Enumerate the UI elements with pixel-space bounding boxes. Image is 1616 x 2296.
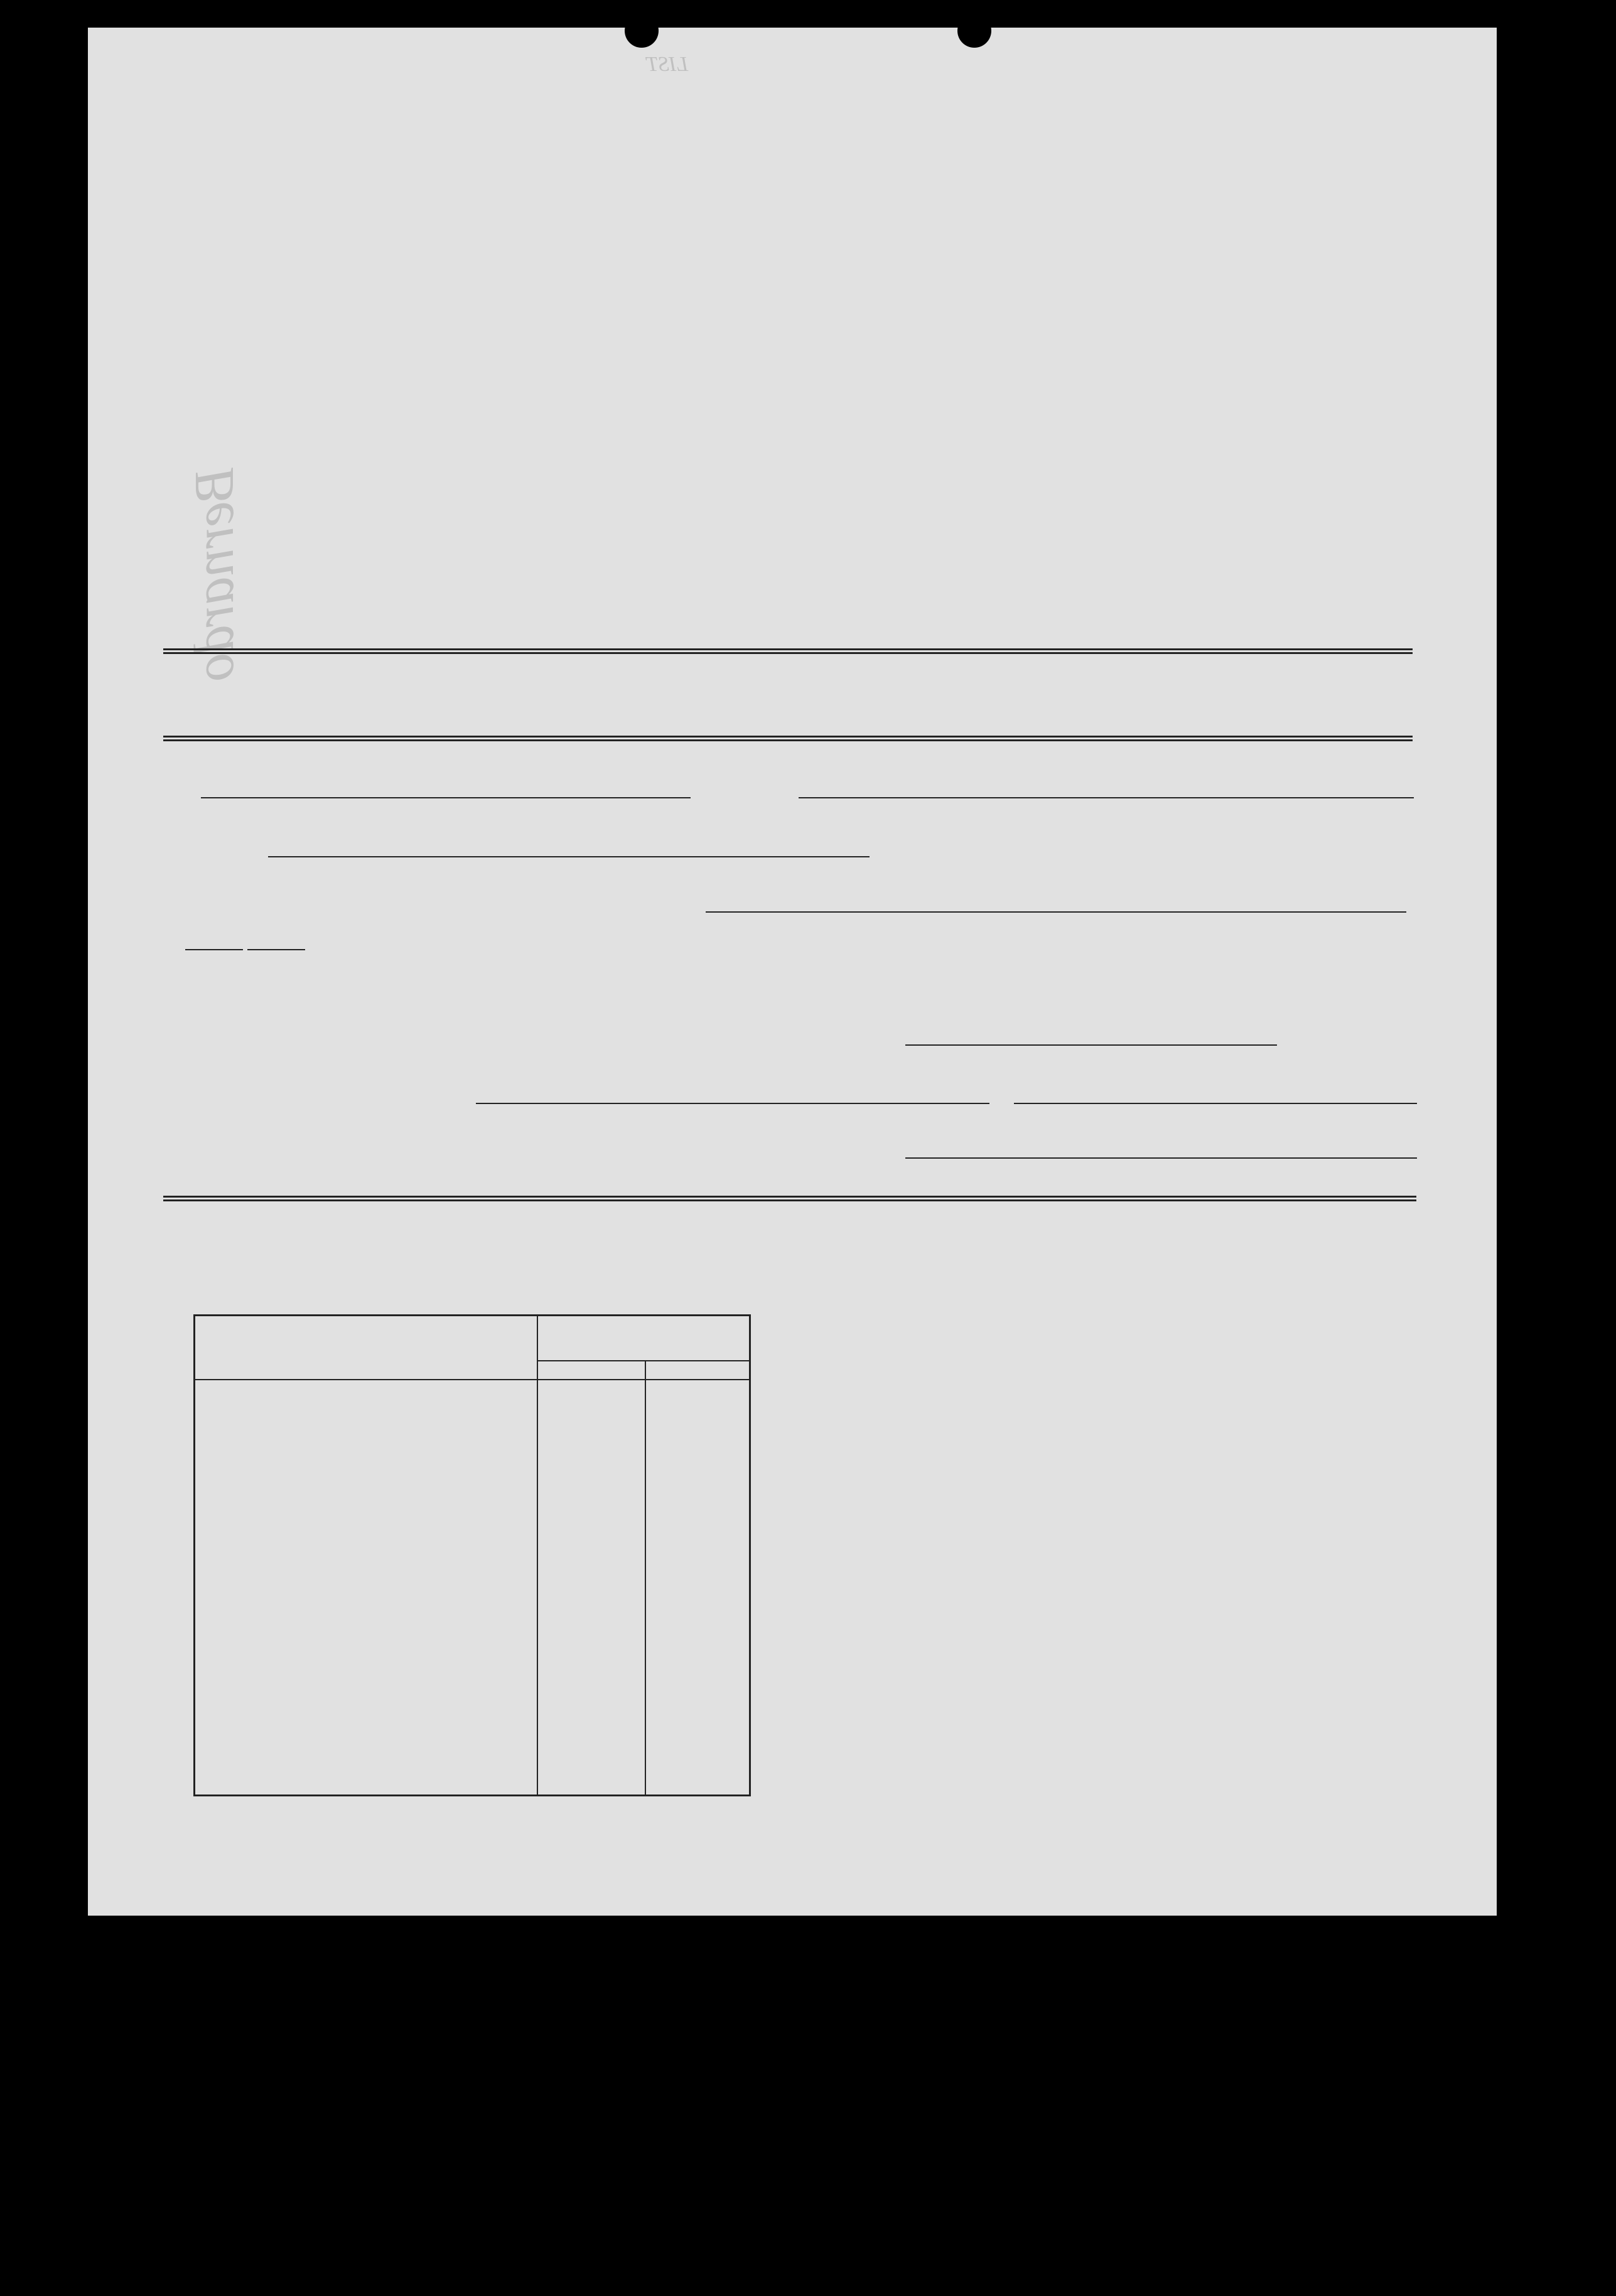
sheet-from-field[interactable] xyxy=(185,949,243,950)
punch-hole-right xyxy=(957,28,991,48)
bleed-through-mark: LIST xyxy=(647,53,689,76)
bottom-divider xyxy=(163,1196,1416,1201)
sworn-place-field[interactable] xyxy=(476,1103,989,1104)
oath-listed-paragraph xyxy=(185,936,1414,955)
sheet-to-field[interactable] xyxy=(247,949,305,950)
passenger-summary-table xyxy=(193,1314,751,1796)
master-signature-field[interactable] xyxy=(905,1044,1277,1046)
master-name-field[interactable] xyxy=(201,797,691,798)
punch-hole-left xyxy=(625,28,659,48)
sworn-date-field[interactable] xyxy=(1014,1103,1417,1104)
oath-divider xyxy=(163,736,1413,741)
table-rule xyxy=(537,1316,538,1794)
bleed-through-mark: Bernardo xyxy=(183,467,245,682)
ports-field[interactable] xyxy=(706,911,1406,913)
table-rule xyxy=(195,1379,749,1380)
passengers-departing-paragraph xyxy=(197,375,1431,394)
section-divider xyxy=(163,648,1413,654)
officer-signature-field[interactable] xyxy=(905,1157,1417,1159)
carrier-field[interactable] xyxy=(799,797,1414,798)
crew-incoming-paragraph xyxy=(199,468,1428,486)
bound-for-field[interactable] xyxy=(268,856,870,857)
table-rule xyxy=(645,1360,646,1794)
passengers-incoming-paragraph xyxy=(173,196,1426,215)
table-rule xyxy=(537,1360,749,1361)
crew-departing-paragraph xyxy=(202,562,1433,581)
form-page xyxy=(88,28,1497,1916)
